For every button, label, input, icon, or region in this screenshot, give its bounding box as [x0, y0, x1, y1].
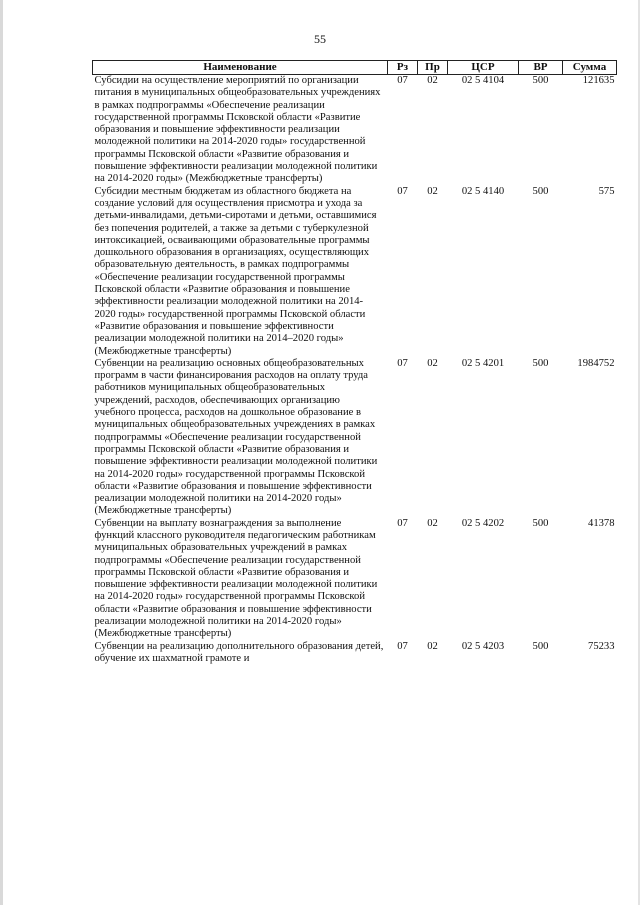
row-vr: 500	[532, 640, 549, 652]
row-rz: 07	[397, 640, 408, 652]
table-row	[93, 186, 617, 358]
header-name: Наименование	[93, 61, 388, 75]
row-name: Субвенции на реализацию дополнительного образования детей, обучение их шахматной грамоте и	[94, 640, 384, 664]
row-sum: 1984752	[577, 357, 615, 369]
header-rz: Рз	[388, 61, 418, 75]
row-rz: 07	[397, 75, 408, 86]
table-row	[93, 641, 617, 666]
table-header-row	[93, 61, 617, 75]
page-number: 55	[314, 32, 326, 46]
header-sum: Сумма	[563, 61, 617, 75]
table-row	[93, 518, 617, 641]
row-vr: 500	[532, 357, 549, 369]
row-vr: 500	[532, 75, 549, 86]
scan-edge-left	[0, 0, 3, 905]
row-vr: 500	[532, 517, 549, 529]
row-name: Субвенции на выплату вознаграждения за выполнение функций классного руководителя педагогическим работникам муниципальных образовательных учреждений в рамках подпрограммы «Обеспечение реализации государственной программы Псковской области «Развитие образования и повышение эффективности реализации молодежной политики на 2014-2020 годы» государственной программы Псковской области «Развитие образования и повышение эффективности реализации молодежной политики на 2014-2020 годы» (Межбюджетные трансферты)	[94, 517, 378, 640]
budget-table	[92, 60, 617, 665]
row-csr: 02 5 4201	[461, 357, 505, 369]
row-name: Субсидии местным бюджетам из областного бюджета на создание условий для осуществления присмотра и ухода за детьми-инвалидами, детьми-сиротами и детьми, оставшимися без попечения родителей, а также за детьми с туберкулезной интоксикацией, осваивающими образовательные программы дошкольного образования в организациях, осуществляющих образовательную деятельность, в рамках подпрограммы «Обеспечение реализации государственной программы Псковской области «Развитие образования и повышение эффективности реализации молодежной политики на 2014-2020 годы» государственной программы Псковской области «Развитие образования и повышение эффективности реализации молодежной политики на 2014–2020 годы» (Межбюджетные трансферты)	[94, 185, 377, 357]
row-sum: 121635	[582, 75, 615, 86]
row-name: Субсидии на осуществление мероприятий по организации питания в муниципальных общеобразовательных учреждениях в рамках подпрограммы «Обеспечение реализации государственной программы Псковской области «Развитие образования и повышение эффективности реализации молодежной политики на 2014-2020 годы» государственной программы Псковской области «Развитие образования и повышение эффективности реализации молодежной политики на 2014-2020 годы» (Межбюджетные трансферты)	[94, 75, 381, 185]
header-csr: ЦСР	[448, 61, 519, 75]
row-rz: 07	[397, 517, 408, 529]
row-sum: 41378	[588, 517, 615, 529]
row-pr: 02	[427, 185, 438, 197]
row-sum: 75233	[588, 640, 615, 652]
row-pr: 02	[427, 75, 438, 86]
row-csr: 02 5 4140	[461, 185, 505, 197]
table-row	[93, 358, 617, 518]
row-csr: 02 5 4203	[461, 640, 505, 652]
row-csr: 02 5 4104	[461, 75, 505, 86]
row-rz: 07	[397, 185, 408, 197]
header-pr: Пр	[418, 61, 448, 75]
row-rz: 07	[397, 357, 408, 369]
row-csr: 02 5 4202	[461, 517, 505, 529]
header-vr: ВР	[519, 61, 563, 75]
row-pr: 02	[427, 517, 438, 529]
row-vr: 500	[532, 185, 549, 197]
row-name: Субвенции на реализацию основных общеобразовательных программ в части финансирования расходов на оплату труда работников муниципальных общеобразовательных учреждений, расходов, обеспечивающих организацию учебного процесса, расходов на дошкольное образование в муниципальных общеобразовательных учреждениях в рамках подпрограммы «Обеспечение реализации государственной программы Псковской области «Развитие образования и повышение эффективности реализации молодежной политики на 2014-2020 годы» государственной программы Псковской области «Развитие образования и повышение эффективности реализации молодежной политики на 2014-2020 годы» (Межбюджетные трансферты)	[94, 357, 378, 517]
table-row	[93, 75, 617, 186]
row-pr: 02	[427, 640, 438, 652]
row-pr: 02	[427, 357, 438, 369]
row-sum: 575	[598, 185, 615, 197]
